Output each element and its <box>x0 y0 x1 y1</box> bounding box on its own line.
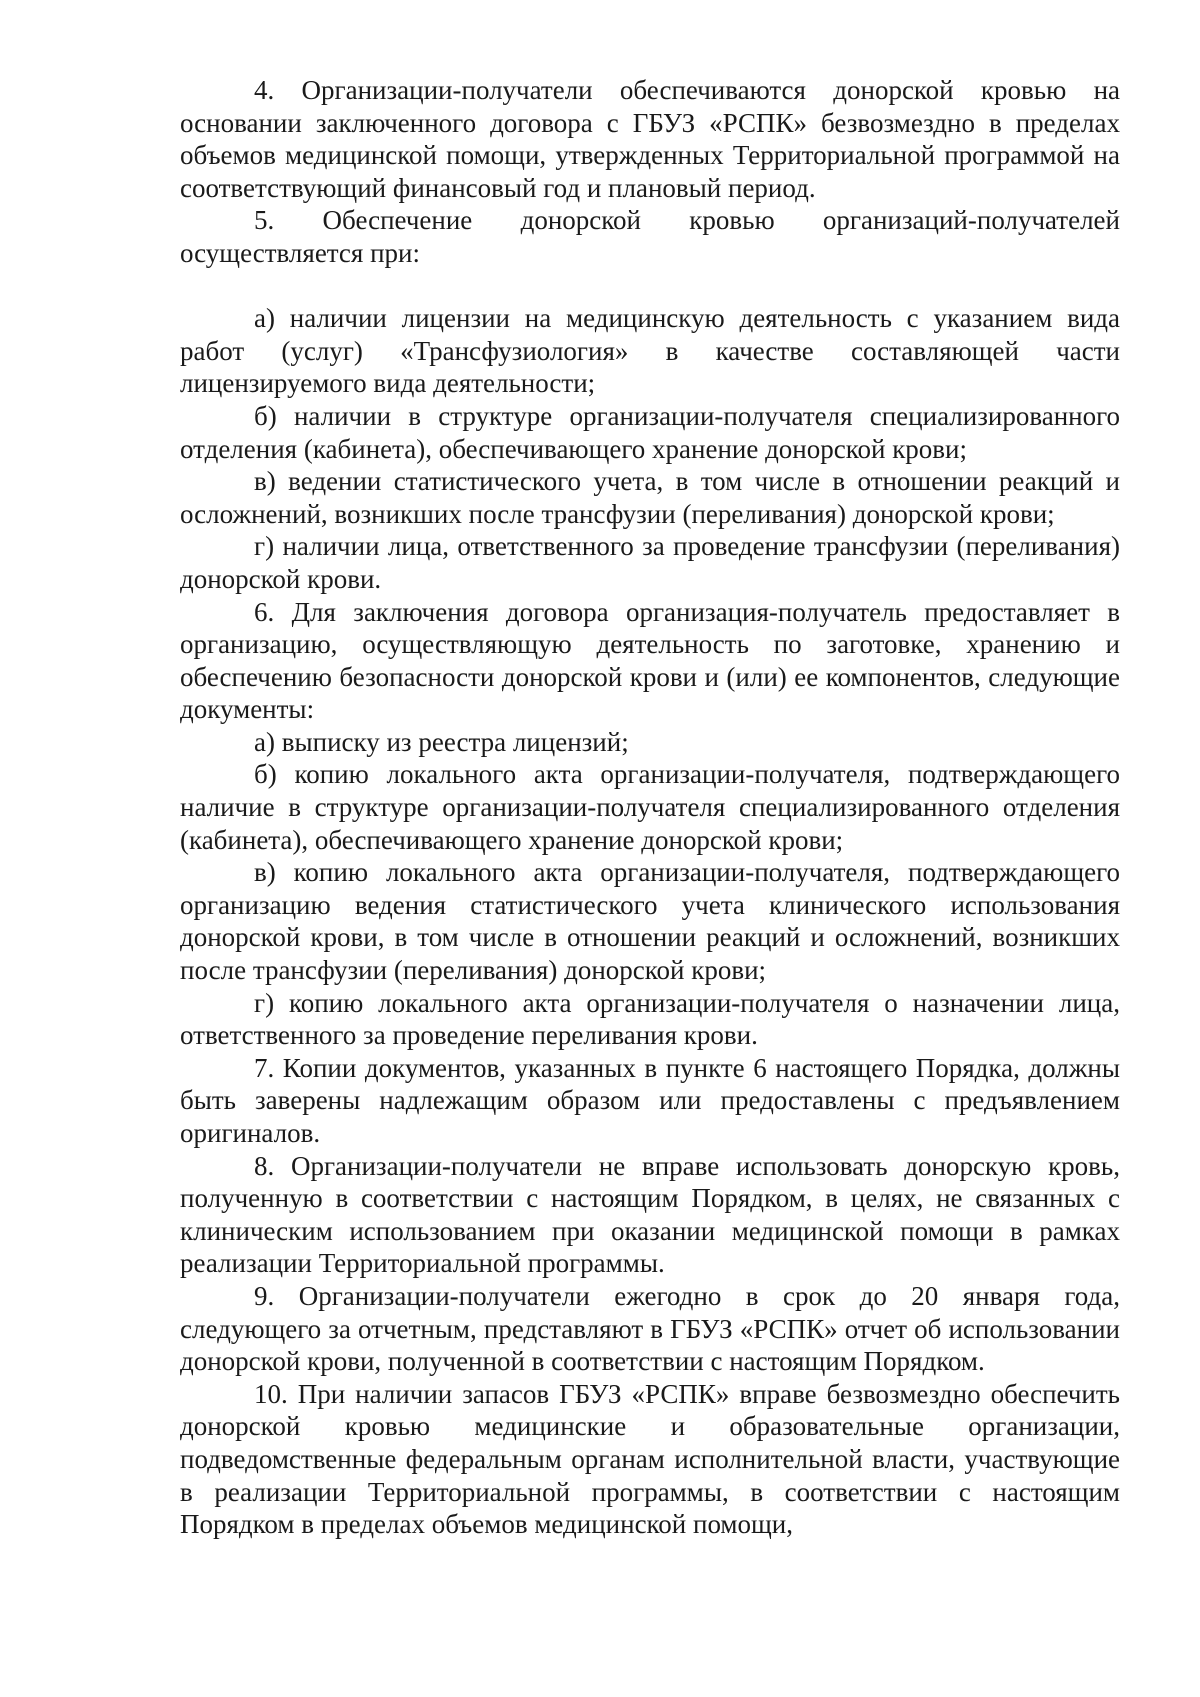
paragraph-5b: б) наличии в структуре организации-получателя специализированного отделения (кабинета), обеспечивающего хранение донорской крови; <box>180 400 1120 464</box>
paragraph-5g: г) наличии лица, ответственного за проведение трансфузии (переливания) донорской крови. <box>180 531 1120 594</box>
paragraph-10: 10. При наличии запасов ГБУЗ «РСПК» вправе безвозмездно обеспечить донорской кровью медицинские и образовательные организации, подведомственные федеральным органам исполнительной власти, участвующие в реализации Территориальной программы, в соответствии с настоящим Порядком в пределах объемов медицинской помощи, <box>180 1378 1120 1540</box>
paragraph-4: 4. Организации-получатели обеспечиваются донорской кровью на основании заключенного договора с ГБУЗ «РСПК» безвозмездно в пределах объемов медицинской помощи, утвержденных Территориальной программой на соответствующий финансовый год и плановый период. <box>180 75 1120 203</box>
paragraph-5a: а) наличии лицензии на медицинскую деятельность с указанием вида работ (услуг) «Трансфузиология» в качестве составляющей части лицензируемого вида деятельности; <box>180 303 1120 399</box>
paragraph-6: 6. Для заключения договора организация-получатель предоставляет в организацию, осуществляющую деятельность по заготовке, хранению и обеспечению безопасности донорской крови и (или) ее компонентов, следующие документы: <box>180 596 1120 725</box>
document-body <box>180 74 1120 1541</box>
paragraph-6g: г) копию локального акта организации-получателя о назначении лица, ответственного за проведение переливания крови. <box>180 987 1120 1051</box>
paragraph-9: 9. Организации-получатели ежегодно в срок до 20 января года, следующего за отчетным, представляют в ГБУЗ «РСПК» отчет об использовании донорской крови, полученной в соответствии с настоящим Порядком. <box>180 1280 1120 1377</box>
paragraph-7: 7. Копии документов, указанных в пункте 6 настоящего Порядка, должны быть заверены надлежащим образом или предоставлены с предъявлением оригиналов. <box>180 1052 1120 1148</box>
paragraph-6a: а) выписку из реестра лицензий; <box>254 726 629 757</box>
paragraph-8: 8. Организации-получатели не вправе использовать донорскую кровь, полученную в соответствии с настоящим Порядком, в целях, не связанных с клиническим использованием при оказании медицинской помощи в рамках реализации Территориальной программы. <box>180 1150 1120 1279</box>
paragraph-5: 5. Обеспечение донорской кровью организаций-получателей осуществляется при: <box>180 205 1120 268</box>
paragraph-6v: в) копию локального акта организации-получателя, подтверждающего организацию ведения статистического учета клинического использования донорской крови, в том числе в отношении реакций и осложнений, возникших после трансфузии (переливания) донорской крови; <box>180 857 1120 986</box>
paragraph-6b: б) копию локального акта организации-получателя, подтверждающего наличие в структуре организации-получателя специализированного отделения (кабинета), обеспечивающего хранение донорской крови; <box>180 759 1120 855</box>
blank-line <box>180 270 1120 303</box>
paragraph-5v: в) ведении статистического учета, в том числе в отношении реакций и осложнений, возникших после трансфузии (переливания) донорской крови; <box>180 466 1120 529</box>
